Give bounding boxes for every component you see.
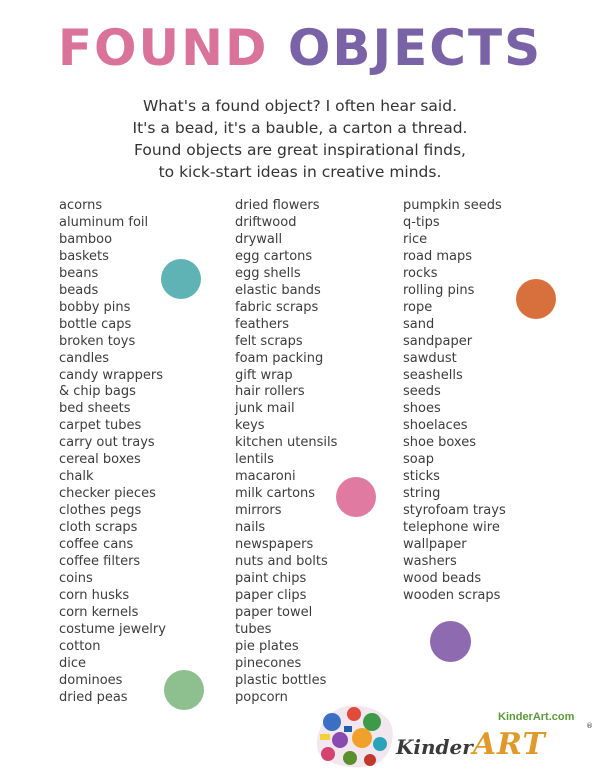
list-item: road maps (403, 248, 473, 264)
decorative-dot-orange (516, 279, 556, 319)
list-item: seashells (403, 367, 463, 383)
list-item: paper clips (235, 587, 307, 603)
list-item: pinecones (235, 655, 302, 671)
list-item: shoelaces (403, 418, 468, 434)
logo-kinder: Kinder (396, 735, 473, 759)
list-item: aluminum foil (59, 214, 149, 230)
list-item: driftwood (235, 214, 297, 230)
list-item: carry out trays (59, 435, 155, 451)
list-item: nuts and bolts (235, 554, 328, 570)
list-item: acorns (59, 198, 103, 213)
list-item: plastic bottles (235, 672, 327, 688)
list-item: fabric scraps (235, 299, 319, 315)
poem-line: What's a found object? I often hear said. (142, 97, 458, 115)
list-item: checker pieces (59, 486, 156, 502)
list-item: cloth scraps (59, 520, 138, 536)
list-item: foam packing (235, 350, 324, 366)
logo-registered-mark: ® (586, 722, 593, 730)
title-word-objects: OBJECTS (287, 19, 543, 77)
poem-line: to kick-start ideas in creative minds. (158, 163, 442, 181)
list-item: dried flowers (235, 198, 320, 213)
decorative-dot-teal (161, 259, 201, 299)
list-item: bobby pins (59, 299, 131, 315)
list-item: wallpaper (403, 537, 467, 553)
list-item: seeds (403, 384, 441, 400)
list-item: rope (403, 299, 433, 315)
poem-line: It's a bead, it's a bauble, a carton a thread. (132, 119, 468, 137)
list-item: nails (235, 520, 266, 536)
list-item: bottle caps (59, 316, 132, 332)
list-item: drywall (235, 231, 283, 247)
list-item: mirrors (235, 503, 282, 519)
list-item: beans (59, 265, 99, 281)
list-item: popcorn (235, 689, 288, 705)
list-item: dried peas (59, 689, 128, 705)
list-item: junk mail (235, 401, 295, 417)
list-item: bamboo (59, 231, 113, 247)
list-item: corn kernels (59, 604, 139, 620)
list-item: kitchen utensils (235, 435, 338, 451)
logo-url: KinderArt.com (498, 711, 575, 723)
list-item: macaroni (235, 469, 296, 485)
list-item: costume jewelry (59, 621, 166, 637)
list-item: keys (235, 418, 265, 434)
list-item: elastic bands (235, 282, 321, 298)
list-item: bed sheets (59, 401, 131, 417)
list-item: rocks (403, 265, 438, 281)
kinderart-logo-text (396, 727, 546, 762)
list-item: newspapers (235, 537, 314, 553)
list-item: hair rollers (235, 384, 305, 400)
list-item: rice (403, 231, 428, 247)
list-item: pumpkin seeds (403, 198, 502, 213)
kinderart-logo-collage-icon (310, 700, 396, 770)
decorative-dot-green (164, 670, 204, 710)
decorative-dot-purple (430, 621, 471, 662)
list-item: corn husks (59, 587, 130, 603)
list-item: coffee filters (59, 554, 141, 570)
list-item: clothes pegs (59, 503, 142, 519)
object-list-column-2 (235, 198, 337, 707)
list-item: feathers (235, 316, 289, 332)
page-title (0, 18, 600, 78)
list-item: broken toys (59, 333, 136, 349)
list-item: sandpaper (403, 333, 473, 349)
list-item: baskets (59, 248, 109, 264)
list-item: soap (403, 452, 434, 468)
title-word-found: FOUND (57, 19, 269, 77)
list-item: cereal boxes (59, 452, 141, 468)
list-item: sawdust (403, 350, 457, 366)
list-item: dominoes (59, 672, 123, 688)
list-item: shoe boxes (403, 435, 476, 451)
list-item: & chip bags (59, 384, 136, 400)
list-item: lentils (235, 452, 274, 468)
list-item: dice (59, 655, 87, 671)
intro-poem (0, 95, 600, 183)
list-item: egg shells (235, 265, 301, 281)
list-item: sticks (403, 469, 440, 485)
list-item: wood beads (403, 570, 482, 586)
list-item: milk cartons (235, 486, 316, 502)
list-item: coins (59, 570, 93, 586)
list-item: paper towel (235, 604, 313, 620)
list-item: telephone wire (403, 520, 500, 536)
list-item: cotton (59, 638, 101, 654)
list-item: wooden scraps (403, 587, 501, 603)
list-item: tubes (235, 621, 272, 637)
list-item: coffee cans (59, 537, 134, 553)
list-item: string (403, 486, 441, 502)
list-item: gift wrap (235, 367, 293, 383)
list-item: beads (59, 282, 99, 298)
list-item: q-tips (403, 214, 440, 230)
list-item: washers (403, 554, 457, 570)
poem-line: Found objects are great inspirational finds, (133, 141, 466, 159)
list-item: candy wrappers (59, 367, 163, 383)
list-item: rolling pins (403, 282, 475, 298)
object-list-column-1 (59, 198, 166, 707)
list-item: styrofoam trays (403, 503, 506, 519)
list-item: carpet tubes (59, 418, 142, 434)
object-list-column-3 (403, 198, 506, 605)
list-item: felt scraps (235, 333, 303, 349)
list-item: pie plates (235, 638, 299, 654)
list-item: egg cartons (235, 248, 313, 264)
list-item: paint chips (235, 570, 307, 586)
decorative-dot-pink (336, 477, 376, 517)
list-item: chalk (59, 469, 94, 485)
list-item: shoes (403, 401, 441, 417)
list-item: candles (59, 350, 109, 366)
list-item: sand (403, 316, 435, 332)
logo-art: ART (472, 727, 546, 762)
